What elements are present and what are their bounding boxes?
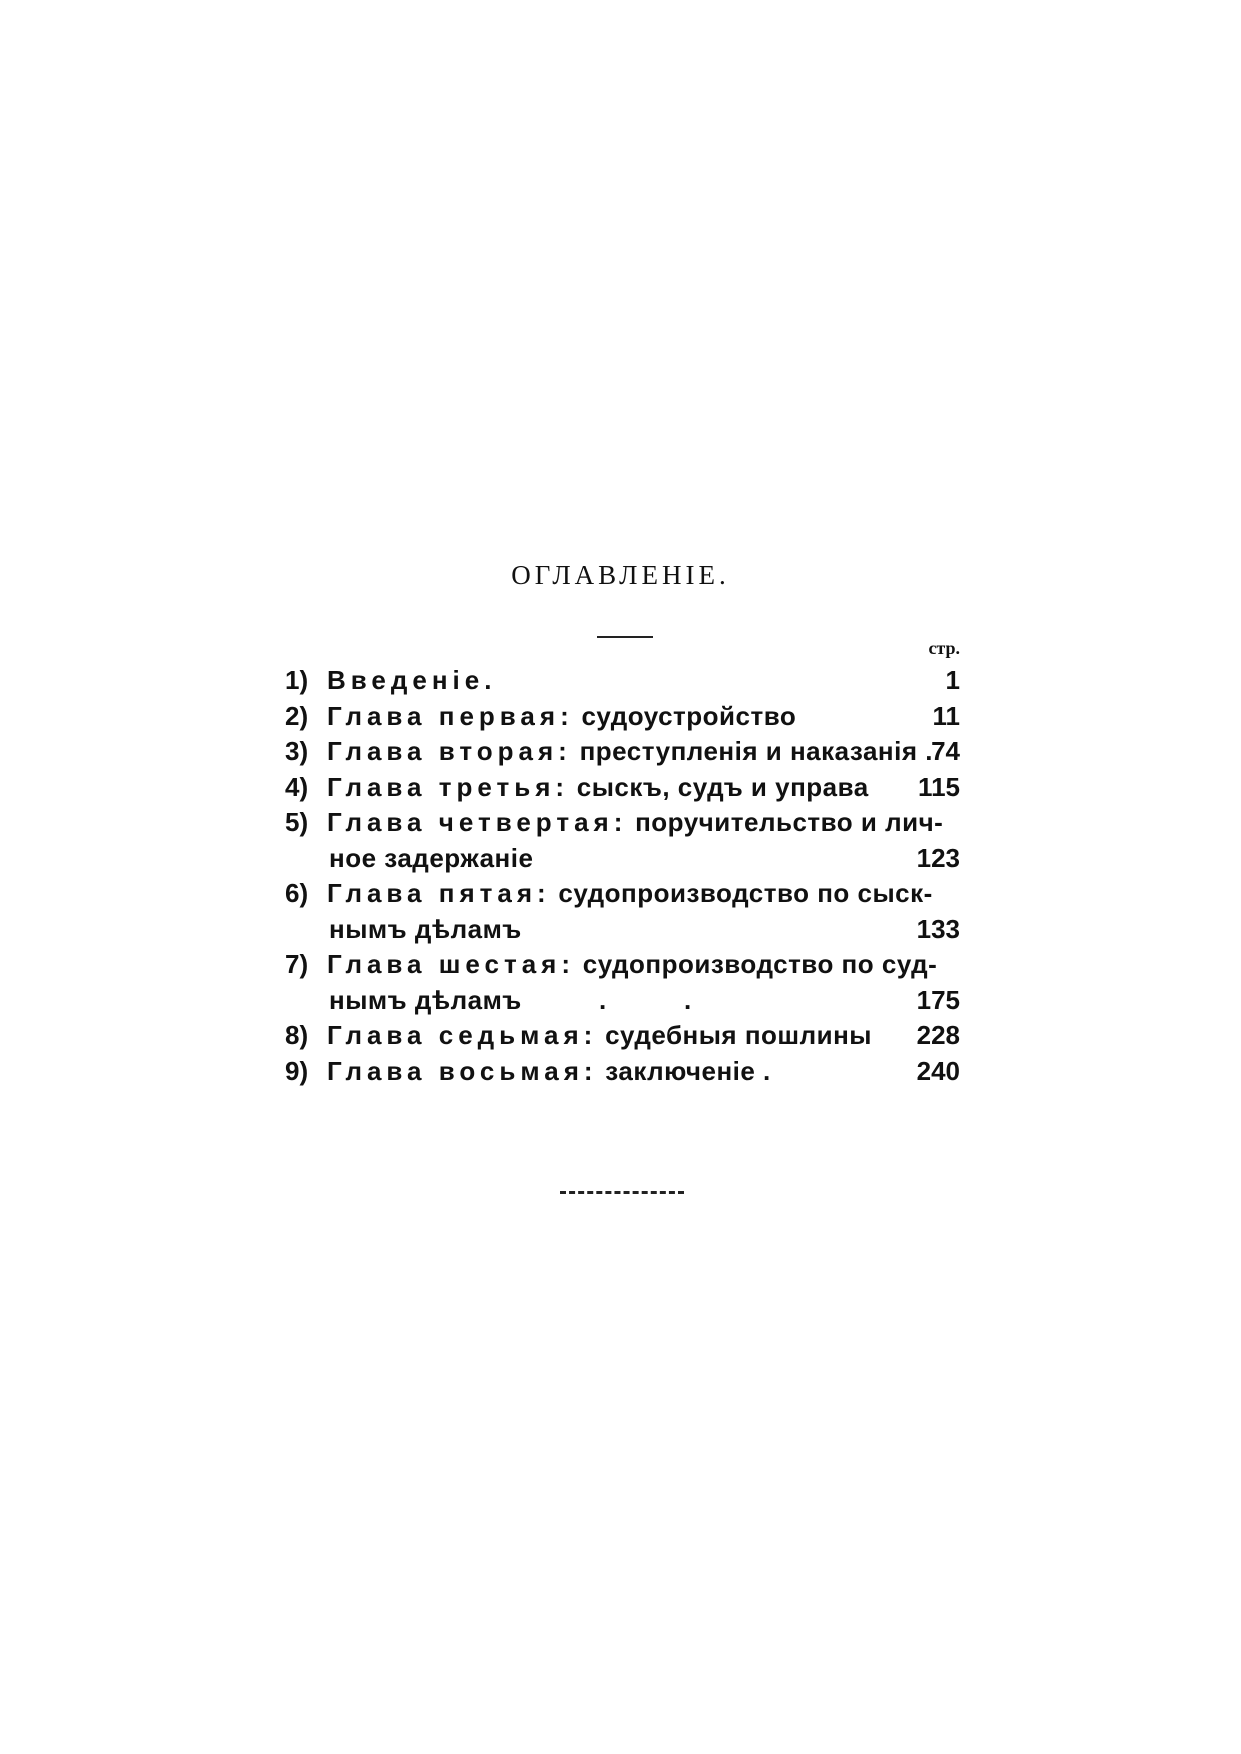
- title-rule: [597, 636, 653, 638]
- toc-entry: [285, 876, 960, 947]
- toc-entry: [285, 1018, 960, 1054]
- toc-line: [285, 947, 960, 983]
- entry-subject: нымъ дѣламъ: [329, 913, 522, 944]
- entry-number: 5): [285, 807, 309, 837]
- entry-number: 1): [285, 665, 309, 695]
- entry-page-number: 74: [931, 736, 960, 766]
- toc-continuation-line: [285, 841, 960, 877]
- entry-page-number: 133: [916, 913, 960, 944]
- entry-subject: преступленія и наказанія .: [571, 736, 933, 766]
- entry-page-number: 115: [918, 771, 960, 802]
- toc-entry: [285, 734, 960, 770]
- entry-number: 8): [285, 1020, 309, 1050]
- entry-subject: поручительство и лич-: [627, 807, 944, 837]
- entry-subject: нымъ дѣламъ . .: [329, 984, 692, 1015]
- entry-page-number: 123: [916, 842, 960, 873]
- entry-subject: сыскъ, судъ и управа: [569, 771, 869, 802]
- entry-number: 2): [285, 700, 309, 731]
- entry-page-number: 11: [932, 700, 960, 731]
- page-title: ОГЛАВЛЕНІЕ.: [511, 560, 730, 590]
- entry-number: 7): [285, 949, 309, 979]
- end-rule: [560, 1191, 684, 1194]
- entry-chapter: Глава первая:: [327, 700, 574, 731]
- toc-line: [285, 876, 960, 912]
- toc-entry: [285, 770, 960, 806]
- entry-chapter: Глава восьмая:: [327, 1055, 598, 1086]
- toc-entry: [285, 663, 960, 699]
- entry-page-number: 1: [945, 665, 960, 695]
- toc-entry: [285, 1054, 960, 1090]
- entry-chapter: Глава седьмая:: [327, 1020, 598, 1050]
- entry-chapter: Глава пятая:: [327, 878, 551, 908]
- entry-number: 4): [285, 771, 309, 802]
- entry-page-number: 240: [916, 1055, 960, 1086]
- toc-line: [285, 770, 960, 806]
- table-of-contents: [285, 663, 960, 1089]
- entry-subject: заключеніе .: [597, 1055, 771, 1086]
- entry-chapter: Глава шестая:: [327, 949, 576, 979]
- toc-line: [285, 1054, 960, 1090]
- page-column-header: стр.: [928, 638, 960, 658]
- toc-entry: [285, 805, 960, 876]
- entry-chapter: Глава вторая:: [327, 736, 572, 766]
- toc-continuation-line: [285, 983, 960, 1019]
- entry-chapter: Глава четвертая:: [327, 807, 628, 837]
- toc-entry: [285, 947, 960, 1018]
- entry-number: 3): [285, 736, 309, 766]
- entry-chapter: Введеніе.: [327, 665, 497, 695]
- entry-subject: ное задержаніе: [329, 842, 534, 873]
- toc-line: [285, 734, 960, 770]
- entry-page-number: 228: [916, 1020, 960, 1050]
- entry-number: 9): [285, 1055, 309, 1086]
- entry-chapter: Глава третья:: [327, 771, 570, 802]
- toc-continuation-line: [285, 912, 960, 948]
- toc-line: [285, 663, 960, 699]
- entry-page-number: 175: [916, 984, 960, 1015]
- toc-line: [285, 699, 960, 735]
- toc-line: [285, 805, 960, 841]
- entry-subject: судоустройство: [573, 700, 797, 731]
- toc-line: [285, 1018, 960, 1054]
- entry-subject: судопроизводство по суд-: [575, 949, 938, 979]
- entry-subject: судопроизводство по сыск-: [550, 878, 933, 908]
- entry-number: 6): [285, 878, 309, 908]
- entry-subject: судебныя пошлины: [597, 1020, 872, 1050]
- toc-entry: [285, 699, 960, 735]
